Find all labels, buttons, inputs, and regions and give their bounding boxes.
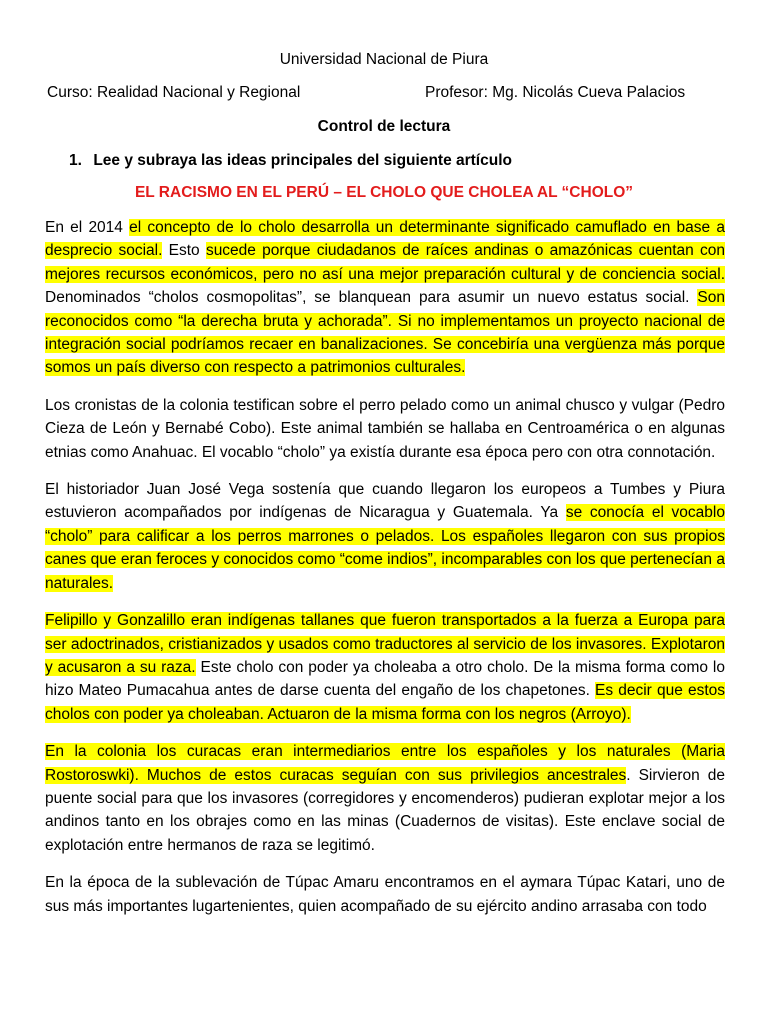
paragraph-text: El historiador Juan José Vega sostenía que cuando llegaron los europeos a Tumbes y Piura estuvieron acompañados por indígenas de Nicaragua y Guatemala. Ya xyxy=(45,481,725,522)
article-paragraph xyxy=(45,609,725,726)
highlighted-text: Felipillo y Gonzalillo eran indígenas tallanes que fueron transportados a la fuerza a Europa para ser adoctrinados, cristianizados y usados como traductores al servicio de los invasores. Explotaron y acusaron a su raza. xyxy=(45,612,725,676)
article-paragraph xyxy=(45,394,725,464)
highlighted-text: el concepto de lo cholo desarrolla un determinante significado camuflado en base a desprecio social. xyxy=(45,219,725,260)
instruction-text: Lee y subraya las ideas principales del siguiente artículo xyxy=(93,152,512,169)
university-name: Universidad Nacional de Piura xyxy=(279,51,489,68)
paragraph-text: Esto xyxy=(162,242,206,260)
paragraph-text: Los cronistas de la colonia testifican sobre el perro pelado como un animal chusco y vulgar (Pedro Cieza de León y Bernabé Cobo). Este animal también se hallaba en Centroamérica o en algunas etnias como Anahuac. El vocablo “cholo” ya existía durante esa época pero con otra connotación. xyxy=(45,396,725,461)
paragraph-text: Denominados “cholos cosmopolitas”, se blanquean para asumir un nuevo estatus social. xyxy=(45,289,698,307)
highlighted-text: sucede porque ciudadanos de raíces andinas o amazónicas cuentan con mejores recursos económicos, pero no así una mejor preparación cultural y de conciencia social. xyxy=(45,242,725,283)
paragraph-text: Este cholo con poder ya choleaba a otro cholo. De la misma forma como lo hizo Mateo Pumacahua antes de darse cuenta del engaño de los chapetones. xyxy=(45,658,725,700)
article-paragraph xyxy=(45,478,725,595)
highlighted-text: Son reconocidos como “la derecha bruta y achorada”. Si no implementamos un proyecto nacional de integración social podríamos recaer en banalizaciones. Se concebiría una vergüenza más porque somos un país diverso con respecto a patrimonios culturales. xyxy=(45,289,725,377)
paragraph-text: En el 2014 xyxy=(45,219,130,236)
highlighted-text: En la colonia los curacas eran intermediarios entre los españoles y los naturales (Maria Rostoroswki). Muchos de estos curacas seguían con sus privilegios ancestrales xyxy=(45,743,725,784)
paragraph-text: . Sirvieron de puente social para que los invasores (corregidores y encomenderos) pudieran explotar mejor a los andinos tanto en los obrajes como en las minas (Cuadernos de visitas). Este enclave social de explotación entre hermanos de raza se legitimó. xyxy=(45,766,725,854)
article-paragraph xyxy=(45,871,725,918)
article-title: EL RACISMO EN EL PERÚ – EL CHOLO QUE CHOLEA AL “CHOLO” xyxy=(134,184,634,201)
highlighted-text: Es decir que estos cholos con poder ya choleaban. Actuaron de la misma forma con los negros (Arroyo). xyxy=(45,682,725,723)
course-name: Curso: Realidad Nacional y Regional xyxy=(47,84,301,101)
paragraph-text: En la época de la sublevación de Túpac Amaru encontramos en el aymara Túpac Katari, uno de sus más importantes lugartenientes, quien acompañado de su ejército andino arrasaba con todo xyxy=(45,874,725,915)
instruction-number: 1. xyxy=(69,152,82,169)
instruction-item xyxy=(69,151,512,171)
document-heading: Control de lectura xyxy=(317,118,451,135)
article-paragraph xyxy=(45,216,725,380)
article-paragraph xyxy=(45,740,725,857)
article-body xyxy=(45,216,725,918)
highlighted-text: se conocía el vocablo “cholo” para calificar a los perros marrones o pelados. Los españoles llegaron con sus propios canes que eran feroces y conocidos como “come indios”, incomparables con los que pertenecían a naturales. xyxy=(45,504,725,592)
professor-name: Profesor: Mg. Nicolás Cueva Palacios xyxy=(425,84,686,101)
